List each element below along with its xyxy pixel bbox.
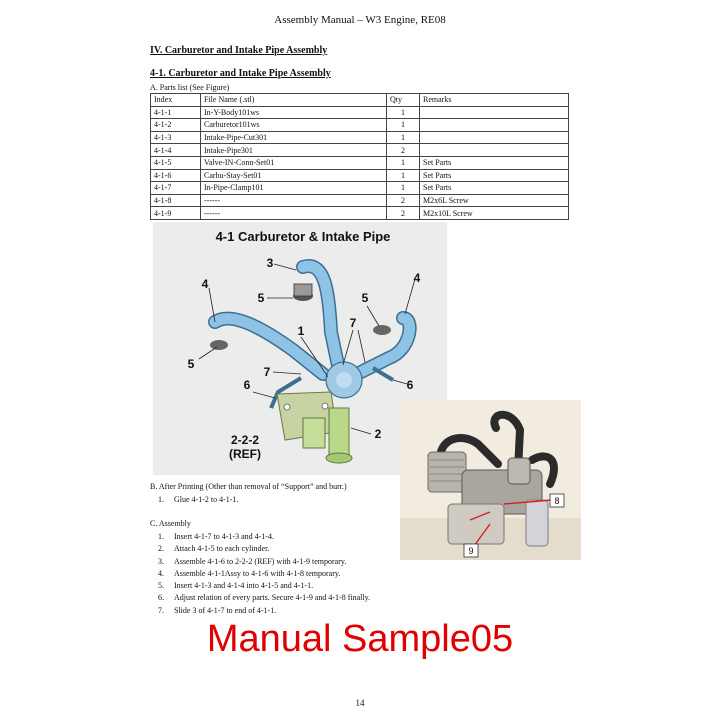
table-cell: 4-1-6 — [151, 169, 201, 182]
table-cell — [420, 144, 569, 157]
table-cell: M2x6L Screw — [420, 194, 569, 207]
list-item — [158, 580, 370, 592]
table-cell: 4-1-7 — [151, 182, 201, 195]
parts-list-caption: A. Parts list (See Figure) — [150, 83, 230, 92]
page-header: Assembly Manual – W3 Engine, RE08 — [274, 14, 446, 26]
table-cell: ------ — [201, 194, 387, 207]
callout-label: (REF) — [229, 447, 261, 461]
list-text: Assemble 4-1-1Assy to 4-1-6 with 4-1-8 temporary. — [174, 568, 341, 578]
table-row — [151, 106, 569, 119]
callout-label: 2-2-2 — [230, 433, 260, 447]
list-text: Assemble 4-1-6 to 2-2-2 (REF) with 4-1-9 temporary. — [174, 556, 347, 566]
table-cell: Intake-Pipe301 — [201, 144, 387, 157]
column-header: Qty — [387, 94, 420, 107]
carburetor — [303, 418, 325, 448]
table-cell — [420, 131, 569, 144]
table-cell: Set Parts — [420, 169, 569, 182]
callout-label: 2 — [374, 427, 382, 441]
table-row — [151, 156, 569, 169]
engine-photo — [400, 400, 581, 560]
list-text: Adjust relation of every parts. Secure 4-1-9 and 4-1-8 finally. — [174, 593, 371, 603]
list-item — [158, 543, 370, 555]
assembly-steps-list — [158, 531, 370, 617]
after-printing-list — [158, 494, 238, 506]
table-cell: Set Parts — [420, 156, 569, 169]
callout-label: 5 — [361, 291, 369, 305]
table-cell: 2 — [387, 207, 420, 220]
table-cell: 4-1-8 — [151, 194, 201, 207]
photo-label: 9 — [468, 546, 474, 556]
table-cell: ------ — [201, 207, 387, 220]
table-cell: 1 — [387, 119, 420, 132]
callout-label: 7 — [263, 365, 271, 379]
callout-label: 3 — [266, 256, 274, 270]
assembly-title: C. Assembly — [150, 519, 191, 528]
table-cell: 4-1-5 — [151, 156, 201, 169]
table-row — [151, 194, 569, 207]
table-cell: 4-1-1 — [151, 106, 201, 119]
column-header: Remarks — [420, 94, 569, 107]
table-cell: Valve-IN-Conn-Set01 — [201, 156, 387, 169]
table-cell: 1 — [387, 156, 420, 169]
page-number: 14 — [355, 698, 365, 708]
parts-table — [150, 93, 569, 220]
list-item — [158, 605, 370, 617]
callout-label: 1 — [297, 324, 305, 338]
table-row — [151, 182, 569, 195]
callout-label: 4 — [201, 277, 209, 291]
callout-label: 7 — [349, 316, 357, 330]
list-item — [158, 592, 370, 604]
list-number: 1. — [158, 532, 164, 541]
table-row — [151, 169, 569, 182]
list-number: 7. — [158, 605, 164, 615]
sample-watermark: Manual Sample05 — [206, 618, 514, 660]
table-cell: 4-1-3 — [151, 131, 201, 144]
table-row — [151, 144, 569, 157]
list-number: 5. — [158, 581, 164, 591]
callout-label: 5 — [187, 357, 195, 371]
figure-title: 4-1 Carburetor & Intake Pipe — [215, 229, 391, 244]
table-cell: 1 — [387, 169, 420, 182]
table-row — [151, 119, 569, 132]
table-cell: In-Pipe-Clamp101 — [201, 182, 387, 195]
table-cell: M2x10L Screw — [420, 207, 569, 220]
table-row — [151, 131, 569, 144]
list-item — [158, 494, 238, 506]
table-cell: Carburetor101ws — [201, 119, 387, 132]
table-row — [151, 207, 569, 220]
list-item — [158, 556, 370, 568]
table-cell: 2 — [387, 144, 420, 157]
list-text: Slide 3 of 4-1-7 to end of 4-1-1. — [174, 605, 277, 615]
table-cell: 4-1-9 — [151, 207, 201, 220]
list-text: Attach 4-1-5 to each cylinder. — [174, 544, 270, 554]
section-title: IV. Carburetor and Intake Pipe Assembly — [150, 45, 328, 56]
list-text: Insert 4-1-7 to 4-1-3 and 4-1-4. — [174, 532, 274, 541]
list-number: 6. — [158, 593, 164, 603]
list-number: 1. — [158, 495, 164, 504]
callout-label: 6 — [243, 378, 251, 392]
column-header: Index — [151, 94, 201, 107]
list-text: Insert 4-1-3 and 4-1-4 into 4-1-5 and 4-1-1. — [174, 581, 314, 591]
column-header: File Name (.stl) — [201, 94, 387, 107]
table-cell — [420, 106, 569, 119]
list-item — [158, 568, 370, 580]
table-cell: Set Parts — [420, 182, 569, 195]
table-cell: 4-1-4 — [151, 144, 201, 157]
table-cell: 1 — [387, 182, 420, 195]
callout-label: 5 — [257, 291, 265, 305]
list-item — [158, 531, 370, 543]
table-cell — [420, 119, 569, 132]
table-cell: In-Y-Body101ws — [201, 106, 387, 119]
table-cell: 1 — [387, 131, 420, 144]
table-cell: 2 — [387, 194, 420, 207]
list-number: 3. — [158, 556, 164, 566]
subsection-title: 4-1. Carburetor and Intake Pipe Assembly — [150, 68, 331, 79]
engine-photo-illustration — [400, 400, 581, 560]
table-cell: 1 — [387, 106, 420, 119]
table-cell: Carbu-Stay-Set01 — [201, 169, 387, 182]
table-cell: 4-1-2 — [151, 119, 201, 132]
list-number: 2. — [158, 544, 164, 554]
after-printing-title: B. After Printing (Other than removal of “Support” and burr.) — [150, 482, 347, 491]
callout-label: 6 — [406, 378, 414, 392]
photo-label: 8 — [554, 496, 560, 506]
list-number: 4. — [158, 568, 164, 578]
table-header-row — [151, 94, 569, 107]
table-cell: Intake-Pipe-Cut301 — [201, 131, 387, 144]
list-text: Glue 4-1-2 to 4-1-1. — [174, 495, 239, 504]
callout-label: 4 — [413, 271, 421, 285]
